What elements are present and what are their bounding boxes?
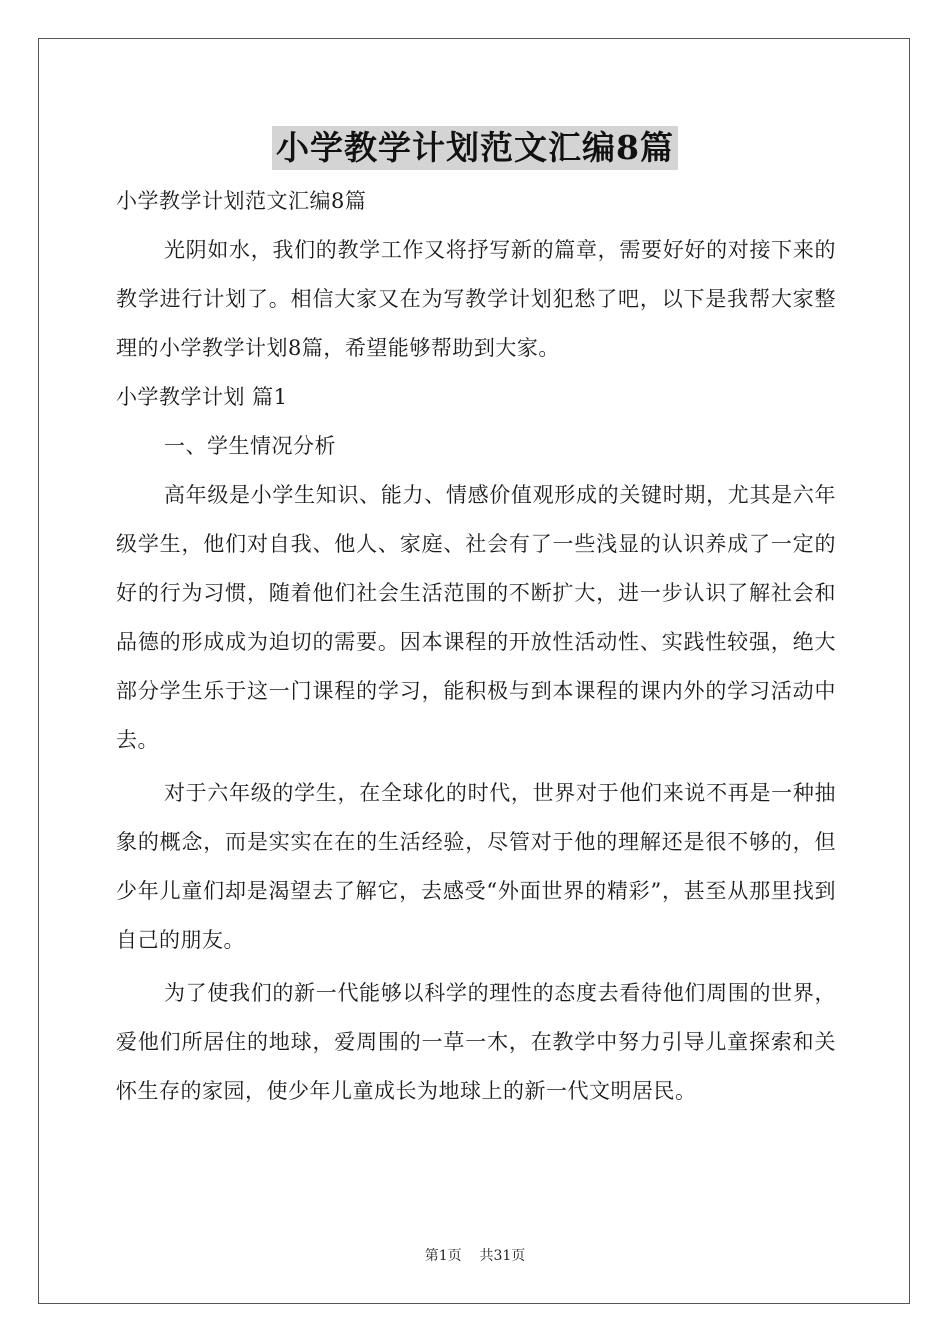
- body-paragraph: 对于六年级的学生，在全球化的时代，世界对于他们来说不再是一种抽象的概念，而是实实在在的生活经验，尽管对于他的理解还是很不够的，但少年儿童们却是渴望去了解它，去感受“外面世界的精彩”，甚至从那里找到自己的朋友。: [116, 781, 836, 952]
- subsection-heading: 一、学生情况分析: [164, 434, 336, 458]
- page-footer: [0, 1245, 950, 1265]
- subtitle-paragraph: 小学教学计划范文汇编8篇: [116, 189, 367, 213]
- page-number: 第1页: [424, 1248, 462, 1264]
- body-paragraph: 为了使我们的新一代能够以科学的理性的态度去看待他们周围的世界，爱他们所居住的地球，爱周围的一草一木，在教学中努力引导儿童探索和关怀生存的家园，使少年儿童成长为地球上的新一代文明居民。: [116, 981, 836, 1103]
- title-block: [0, 126, 950, 170]
- section-heading: 小学教学计划 篇1: [116, 385, 288, 409]
- body-paragraph: 高年级是小学生知识、能力、情感价值观形成的关键时期，尤其是六年级学生，他们对自我、他人、家庭、社会有了一些浅显的认识养成了一定的好的行为习惯，随着他们社会生活范围的不断扩大，进一步认识了解社会和品德的形成成为迫切的需要。因本课程的开放性活动性、实践性较强，绝大部分学生乐于这一门课程的学习，能积极与到本课程的课内外的学习活动中去。: [116, 483, 836, 752]
- intro-paragraph: 光阴如水，我们的教学工作又将抒写新的篇章，需要好好的对接下来的教学进行计划了。相信大家又在为写教学计划犯愁了吧，以下是我帮大家整理的小学教学计划8篇，希望能够帮助到大家。: [116, 238, 836, 360]
- document-body: [116, 177, 836, 1116]
- page-total: 共31页: [479, 1248, 526, 1264]
- document-title: 小学教学计划范文汇编8篇: [272, 126, 678, 170]
